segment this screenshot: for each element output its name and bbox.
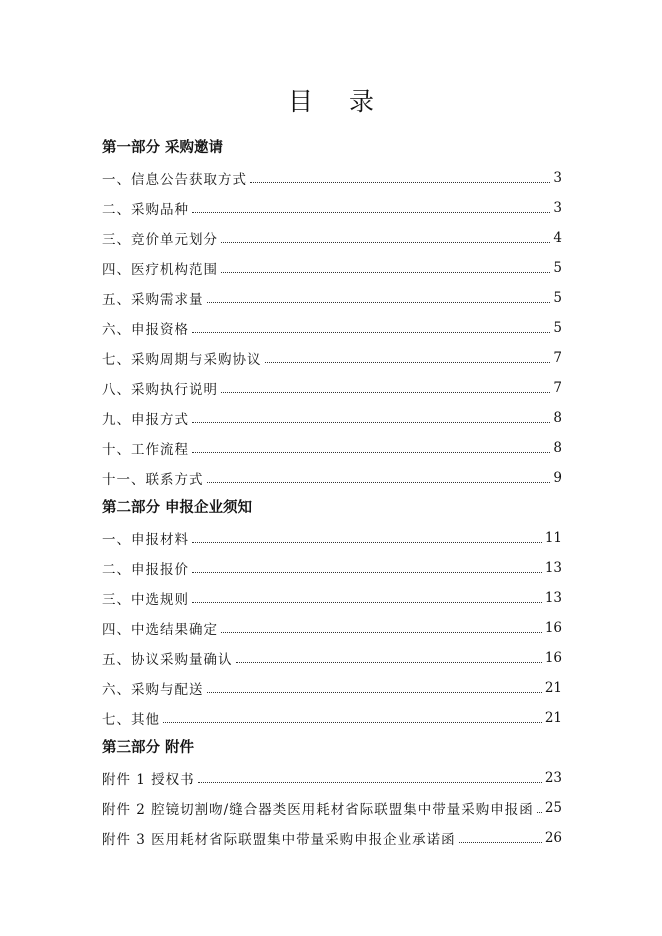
dot-leader [192,601,542,603]
toc-entry-label: 六、采购与配送 [102,682,204,698]
toc-entry-label: 一、信息公告获取方式 [102,172,247,188]
toc-entry[interactable] [102,283,562,313]
dot-leader [207,481,551,483]
dot-leader [192,541,542,543]
toc-entry-page: 3 [553,170,562,186]
dot-leader [221,271,550,273]
toc-entry[interactable] [102,703,562,733]
dot-leader [265,361,551,363]
toc-entry[interactable] [102,433,562,463]
toc-entry[interactable] [102,823,562,853]
toc-entry-page: 11 [544,530,562,546]
section-heading: 第三部分 附件 [102,740,195,756]
toc-entry-page: 5 [553,260,562,276]
dot-leader [250,181,550,183]
toc-entry[interactable] [102,583,562,613]
toc-entry-label: 五、采购需求量 [102,292,204,308]
toc-entry[interactable] [102,223,562,253]
toc-entry-page: 23 [544,770,562,786]
toc-entry[interactable] [102,373,562,403]
toc-entry-page: 26 [544,830,562,846]
toc-entry-page: 8 [553,410,562,426]
toc-entry-label: 十、工作流程 [102,442,189,458]
toc-entry[interactable] [102,793,562,823]
dot-leader [207,691,542,693]
toc-entry[interactable] [102,673,562,703]
toc-entry-label: 七、其他 [102,712,160,728]
dot-leader [221,241,550,243]
toc-entry-page: 3 [553,200,562,216]
dot-leader [207,301,551,303]
toc-entry-label: 九、申报方式 [102,412,189,428]
page-title: 目 录 [288,87,388,116]
toc-entry-page: 21 [544,680,562,696]
dot-leader [192,451,550,453]
toc-entry-label: 五、协议采购量确认 [102,652,233,668]
toc-entry-page: 5 [553,290,562,306]
toc-entry-page: 13 [544,560,562,576]
toc-entry[interactable] [102,463,562,493]
toc-entry-page: 25 [544,800,562,816]
dot-leader [163,721,542,723]
dot-leader [221,631,542,633]
table-of-contents [102,133,562,853]
section-heading: 第二部分 申报企业须知 [102,500,253,516]
dot-leader [221,391,550,393]
toc-entry-page: 7 [553,350,562,366]
dot-leader [192,571,542,573]
toc-entry-page: 13 [544,590,562,606]
dot-leader [192,421,550,423]
toc-entry-page: 8 [553,440,562,456]
toc-entry-label: 六、申报资格 [102,322,189,338]
toc-entry-label: 二、采购品种 [102,202,189,218]
toc-entry[interactable] [102,403,562,433]
toc-entry-page: 16 [544,650,562,666]
toc-entry-label: 三、中选规则 [102,592,189,608]
toc-entry[interactable] [102,553,562,583]
toc-entry-label: 十一、联系方式 [102,472,204,488]
toc-entry-label: 三、竞价单元划分 [102,232,218,248]
toc-entry-label: 一、申报材料 [102,532,189,548]
toc-entry[interactable] [102,523,562,553]
section-heading: 第一部分 采购邀请 [102,140,224,156]
dot-leader [537,811,542,813]
toc-entry-label: 七、采购周期与采购协议 [102,352,262,368]
toc-entry-label: 附件 2 腔镜切割吻/缝合器类医用耗材省际联盟集中带量采购申报函 [102,802,534,818]
toc-entry-page: 7 [553,380,562,396]
toc-entry-page: 4 [553,230,562,246]
toc-entry[interactable] [102,313,562,343]
toc-entry-label: 八、采购执行说明 [102,382,218,398]
toc-entry[interactable] [102,613,562,643]
toc-entry-label: 四、医疗机构范围 [102,262,218,278]
dot-leader [236,661,542,663]
dot-leader [198,781,542,783]
toc-entry-page: 9 [553,470,562,486]
toc-entry-label: 附件 3 医用耗材省际联盟集中带量采购申报企业承诺函 [102,832,456,848]
dot-leader [192,331,550,333]
toc-entry-page: 21 [544,710,562,726]
toc-entry-label: 四、中选结果确定 [102,622,218,638]
toc-entry[interactable] [102,193,562,223]
toc-entry-page: 16 [544,620,562,636]
toc-entry[interactable] [102,763,562,793]
toc-entry-label: 附件 1 授权书 [102,772,195,788]
toc-entry-label: 二、申报报价 [102,562,189,578]
toc-entry[interactable] [102,163,562,193]
dot-leader [459,841,542,843]
toc-entry[interactable] [102,643,562,673]
toc-entry-page: 5 [553,320,562,336]
dot-leader [192,211,550,213]
toc-entry[interactable] [102,253,562,283]
toc-entry[interactable] [102,343,562,373]
